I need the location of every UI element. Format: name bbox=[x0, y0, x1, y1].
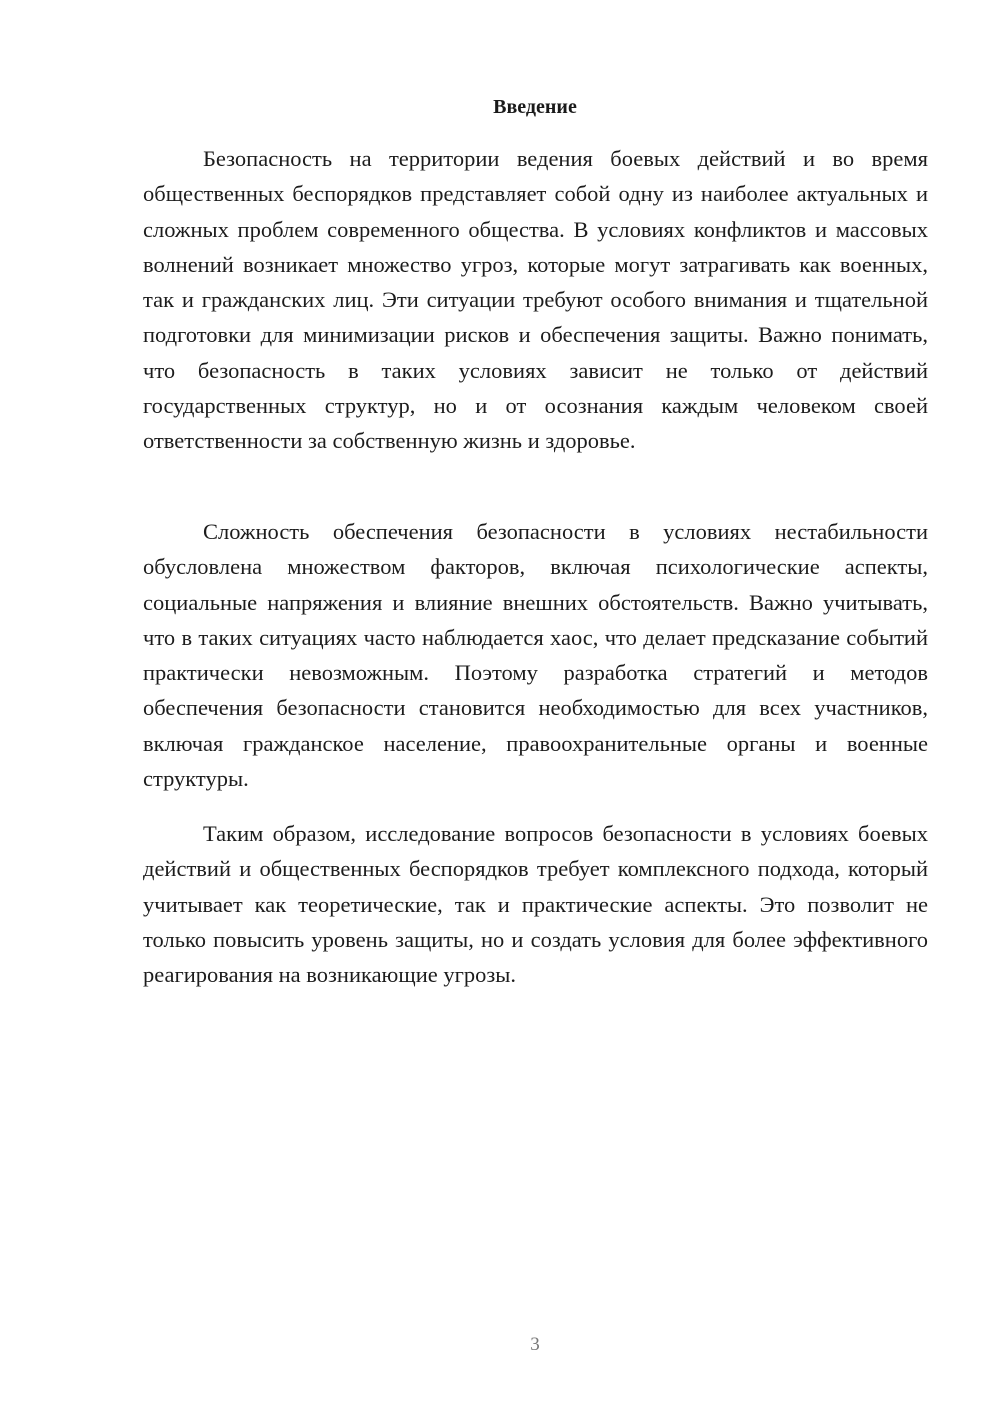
page-number: 3 bbox=[530, 1334, 540, 1355]
paragraph-3: Таким образом, исследование вопросов безопасности в условиях боевых действий и общественных беспорядков требует комплексного подхода, который учитывает как теоретические, так и практические аспекты. Это позволит не только повысить уровень защиты, но и создать условия для более эффективного реагирования на возникающие угрозы. bbox=[143, 821, 928, 988]
paragraph-2: Сложность обеспечения безопасности в условиях нестабильности обусловлена множеством факторов, включая психологические аспекты, социальные напряжения и влияние внешних обстоятельств. Важно учитывать, что в таких ситуациях часто наблюдается хаос, что делает предсказание событий практически невозможным. Поэтому разработка стратегий и методов обеспечения безопасности становится необходимостью для всех участников, включая гражданское население, правоохранительные органы и военные структуры. bbox=[143, 519, 928, 792]
page-title: Введение bbox=[493, 96, 577, 118]
paragraph-1: Безопасность на территории ведения боевых действий и во время общественных беспорядков представляет собой одну из наиболее актуальных и сложных проблем современного общества. В условиях конфликтов и массовых волнений возникает множество угроз, которые могут затрагивать как военных, так и гражданских лиц. Эти ситуации требуют особого внимания и тщательной подготовки для минимизации рисков и обеспечения защиты. Важно понимать, что безопасность в таких условиях зависит не только от действий государственных структур, но и от осознания каждым человеком своей ответственности за собственную жизнь и здоровье. bbox=[143, 146, 928, 454]
